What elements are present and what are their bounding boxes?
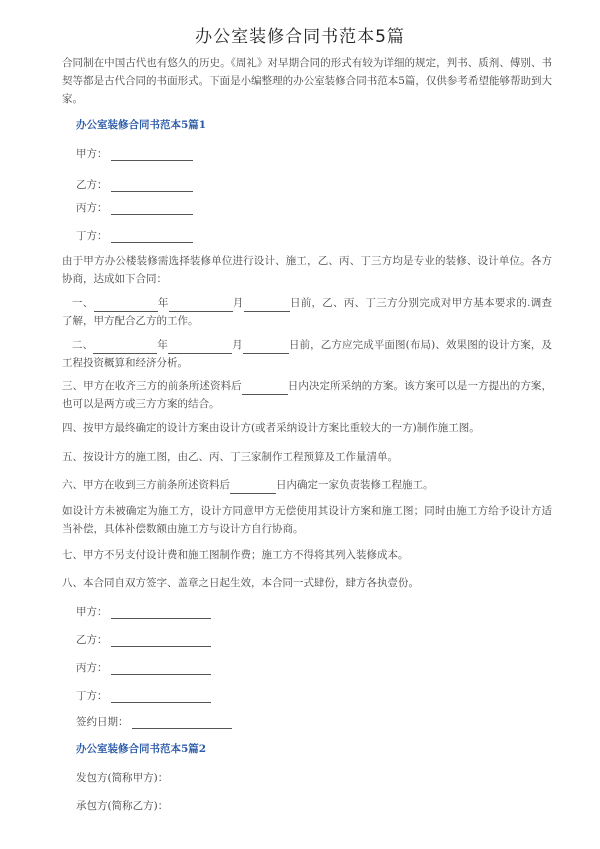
clause-1-year: 年 — [157, 297, 169, 309]
sign-b-blank[interactable] — [111, 634, 211, 647]
clause-2-blank-year[interactable] — [93, 341, 157, 354]
clause-2-year: 年 — [157, 339, 168, 351]
clause-3-blank-days[interactable] — [242, 382, 288, 395]
section-heading-2: 办公室装修合同书范本5篇2 — [76, 743, 207, 755]
sign-d-blank[interactable] — [111, 690, 211, 703]
party-d-label: 丁方： — [76, 230, 108, 242]
party-b-label: 乙方： — [76, 179, 108, 191]
clause-2-text: 日前，乙方应完成平面图(布局)、效果图的设计方案，及工程投资概算和经济分析。 — [62, 339, 553, 369]
clause-1-text: 日前，乙、丙、丁三方分别完成对甲方基本要求的.调查了解，甲方配合乙方的工作。 — [62, 297, 553, 327]
party-c-blank[interactable] — [111, 202, 193, 215]
sign-date-field — [76, 714, 232, 729]
sign-c-label: 丙方： — [76, 662, 108, 674]
clause-2-blank-month[interactable] — [168, 341, 232, 354]
intro-paragraph: 合同制在中国古代也有悠久的历史。《周礼》对早期合同的形式有较为详细的规定，判书、质剂、傅别、书契等都是古代合同的书面形式。下面是小编整理的办公室装修合同书范本5篇，仅供参考希望能够帮助到大家。 — [62, 57, 552, 105]
sign-d-field — [76, 688, 211, 703]
sign-b-label: 乙方： — [76, 634, 108, 646]
sign-a-blank[interactable] — [111, 606, 211, 619]
clause-2-prefix: 二、 — [72, 339, 94, 351]
preamble-paragraph: 由于甲方办公楼装修需选择装修单位进行设计、施工，乙、丙、丁三方均是专业的装修、设计单位。各方协商，达成如下合同： — [62, 255, 552, 285]
sign-date-blank[interactable] — [132, 716, 232, 729]
clause-7: 七、甲方不另支付设计费和施工图制作费；施工方不得将其列入装修成本。 — [62, 549, 409, 561]
clause-2-month: 月 — [232, 339, 243, 351]
sign-a-label: 甲方： — [76, 606, 108, 618]
sign-d-label: 丁方： — [76, 690, 108, 702]
sign-date-label: 签约日期： — [76, 716, 129, 728]
party-b-field — [76, 177, 193, 192]
clause-2 — [62, 336, 552, 372]
party-b-blank[interactable] — [111, 179, 193, 192]
section-heading-1: 办公室装修合同书范本5篇1 — [76, 119, 207, 131]
clause-6-text: 日内确定一家负责装修工程施工。 — [276, 479, 434, 491]
clause-5: 五、按设计方的施工图，由乙、丙、丁三家制作工程预算及工作量清单。 — [62, 451, 398, 463]
clause-3-prefix: 三、甲方在收齐三方的前条所述资料后 — [62, 380, 242, 392]
sign-b-field — [76, 632, 211, 647]
clause-6-prefix: 六、甲方在收到三方前条所述资料后 — [62, 479, 230, 491]
party-d-blank[interactable] — [111, 230, 193, 243]
clause-1-blank-month[interactable] — [169, 299, 233, 312]
clause-note: 如设计方未被确定为施工方，设计方同意甲方无偿使用其设计方案和施工图；同时由施工方给予设计方适当补偿，具体补偿数额由施工方与设计方自行协商。 — [62, 505, 552, 535]
builder-field: 承包方(简称乙方)： — [76, 800, 169, 812]
clause-1-month: 月 — [232, 297, 244, 309]
clause-4: 四、按甲方最终确定的设计方案由设计方(或者采纳设计方案比重较大的一方)制作施工图。 — [62, 422, 480, 434]
party-a-blank[interactable] — [111, 148, 193, 161]
sign-c-blank[interactable] — [111, 662, 211, 675]
party-a-field — [76, 146, 193, 161]
page-title: 办公室装修合同书范本5篇 — [195, 27, 405, 47]
party-c-field — [76, 200, 193, 215]
party-c-label: 丙方： — [76, 202, 108, 214]
contractor-field: 发包方(简称甲方)： — [76, 772, 169, 784]
clause-3-text: 日内决定所采纳的方案。该方案可以是一方提出的方案，也可以是两方或三方方案的结合。 — [62, 380, 553, 410]
clause-3 — [62, 377, 552, 413]
sign-c-field — [76, 660, 211, 675]
clause-8: 八、本合同自双方签字、盖章之日起生效，本合同一式肆份，肆方各执壹份。 — [62, 577, 419, 589]
clause-1-prefix: 一、 — [72, 297, 94, 309]
clause-6 — [62, 476, 552, 494]
clause-1-blank-year[interactable] — [94, 299, 158, 312]
clause-1 — [62, 294, 552, 330]
clause-2-blank-day[interactable] — [243, 341, 289, 354]
sign-a-field — [76, 604, 211, 619]
party-d-field — [76, 228, 193, 243]
clause-1-blank-day[interactable] — [244, 299, 290, 312]
clause-6-blank-days[interactable] — [230, 481, 276, 494]
party-a-label: 甲方： — [76, 148, 108, 160]
